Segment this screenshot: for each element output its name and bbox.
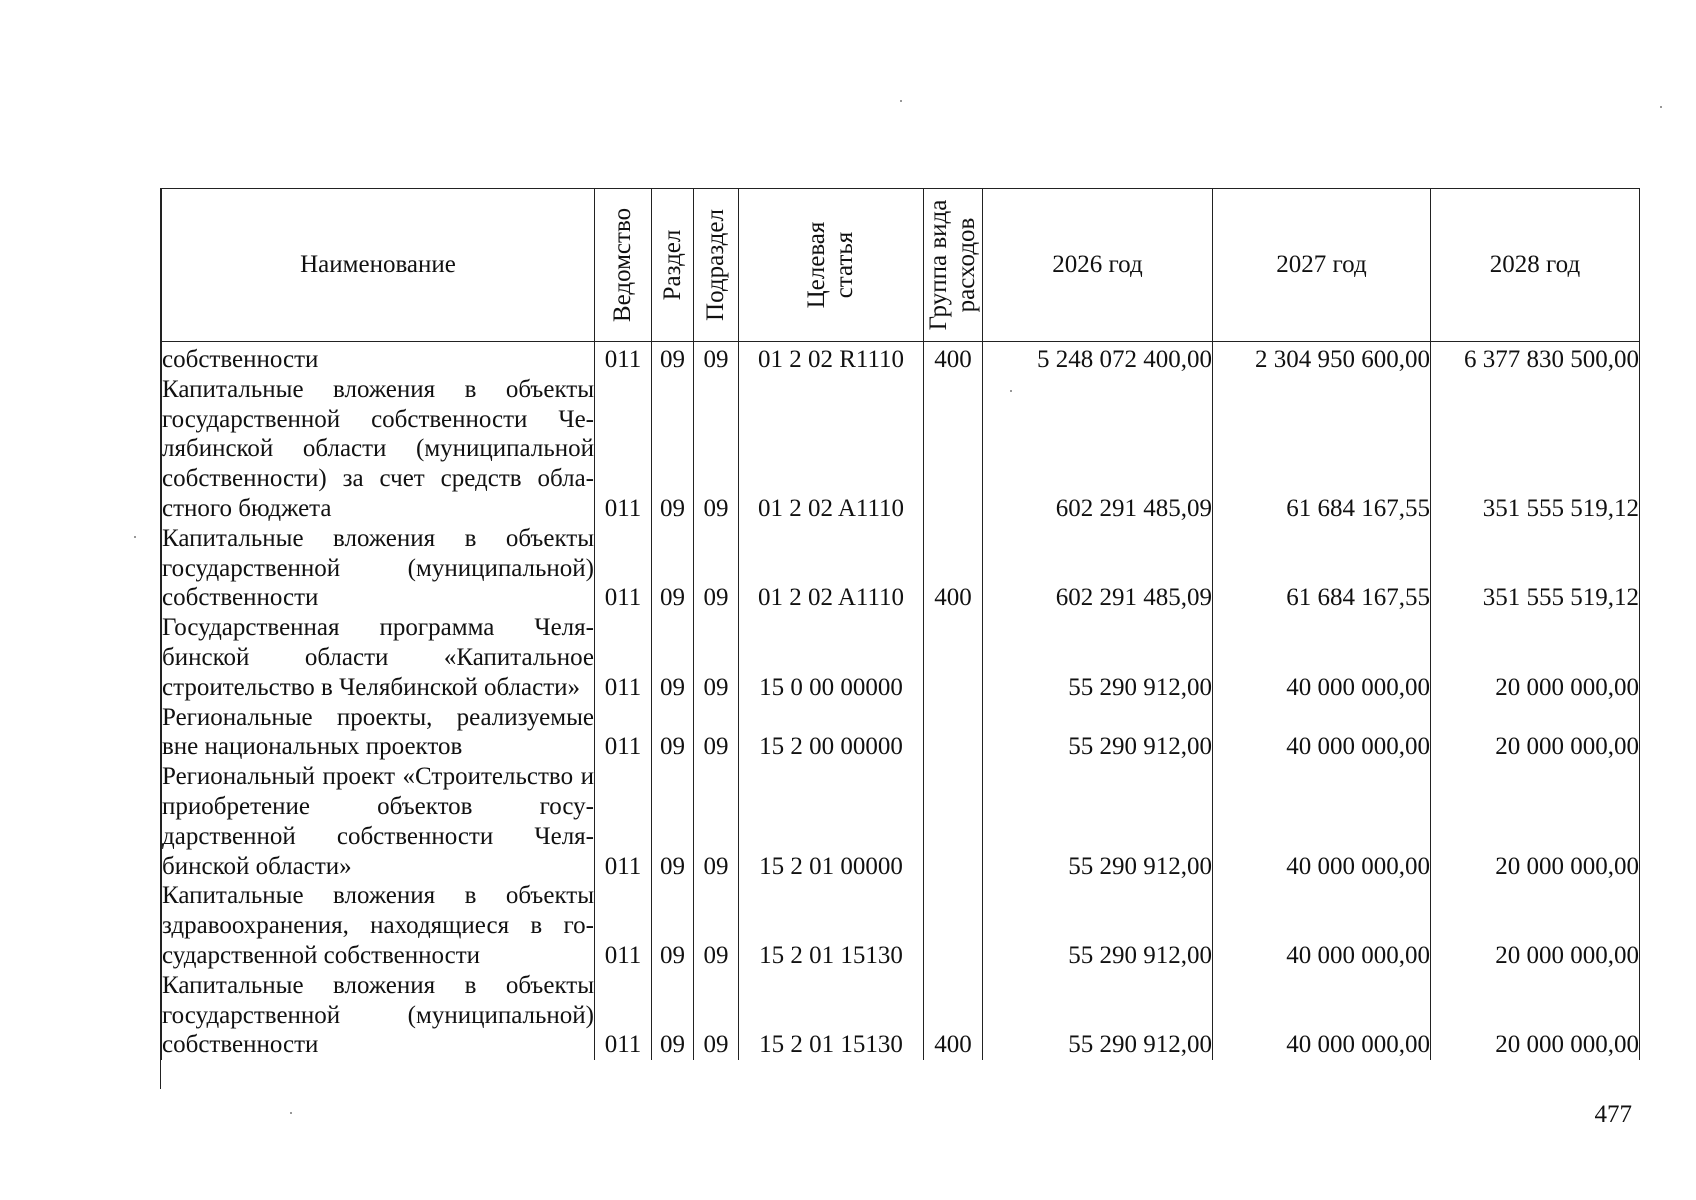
row-2027: 2 304 950 600,00	[1213, 342, 1431, 375]
table-row	[162, 524, 1640, 613]
table-row	[162, 613, 1640, 702]
row-section: 09	[652, 375, 694, 524]
row-group	[924, 703, 983, 763]
table-row	[162, 971, 1640, 1060]
row-dept: 011	[595, 881, 652, 970]
row-2027: 61 684 167,55	[1213, 375, 1431, 524]
row-2028: 351 555 519,12	[1431, 375, 1640, 524]
table-row	[162, 881, 1640, 970]
row-group: 400	[924, 971, 983, 1060]
row-target: 15 0 00 00000	[739, 613, 924, 702]
scan-speck	[290, 1112, 292, 1114]
row-2026: 55 290 912,00	[983, 971, 1213, 1060]
row-target: 15 2 00 00000	[739, 703, 924, 763]
page-number: 477	[1594, 1101, 1632, 1128]
row-2028: 20 000 000,00	[1431, 881, 1640, 970]
table-body	[162, 342, 1640, 1061]
row-group	[924, 762, 983, 881]
row-subsection: 09	[694, 524, 739, 613]
row-name: Региональный проект «Строительство и приобретение объектов государственной собственности Челябинской области»	[162, 763, 594, 880]
row-2027: 40 000 000,00	[1213, 971, 1431, 1060]
row-section: 09	[652, 881, 694, 970]
header-target: Целевая статья	[739, 189, 924, 342]
row-target: 01 2 02 R1110	[739, 342, 924, 375]
row-2028: 20 000 000,00	[1431, 703, 1640, 763]
row-name: собственности	[162, 342, 595, 375]
table-row	[162, 342, 1640, 375]
row-2026: 55 290 912,00	[983, 762, 1213, 881]
row-dept: 011	[595, 342, 652, 375]
row-2026: 55 290 912,00	[983, 703, 1213, 763]
budget-table-container	[160, 188, 1639, 1089]
row-2028: 351 555 519,12	[1431, 524, 1640, 613]
row-subsection: 09	[694, 703, 739, 763]
row-subsection: 09	[694, 762, 739, 881]
header-2027: 2027 год	[1213, 189, 1431, 342]
row-2026: 602 291 485,09	[983, 524, 1213, 613]
row-name: Капитальные вложения в объекты государственной собственности Челябинской области (муниципальной собственности) за счет средств областного бюджета	[162, 375, 594, 522]
row-2027: 40 000 000,00	[1213, 613, 1431, 702]
scan-speck	[1010, 390, 1012, 392]
row-target: 15 2 01 15130	[739, 881, 924, 970]
row-group	[924, 613, 983, 702]
row-section: 09	[652, 703, 694, 763]
scan-speck	[1660, 106, 1662, 108]
row-name: Капитальные вложения в объекты государственной (муниципальной) собственности	[162, 971, 594, 1059]
row-subsection: 09	[694, 613, 739, 702]
row-2027: 40 000 000,00	[1213, 703, 1431, 763]
scan-speck	[900, 100, 902, 102]
row-2027: 40 000 000,00	[1213, 762, 1431, 881]
row-dept: 011	[595, 971, 652, 1060]
header-2028: 2028 год	[1431, 189, 1640, 342]
row-group	[924, 375, 983, 524]
row-2028: 20 000 000,00	[1431, 971, 1640, 1060]
header-subsection: Подраздел	[694, 189, 739, 342]
header-dept: Ведомство	[595, 189, 652, 342]
row-name: Региональные проекты, реализуемые вне национальных проектов	[162, 703, 594, 761]
row-name: Государственная программа Челябинской области «Капитальное строительство в Челябинской области»	[162, 614, 594, 701]
header-2026: 2026 год	[983, 189, 1213, 342]
row-name: Капитальные вложения в объекты государственной (муниципальной) собственности	[162, 524, 594, 612]
row-section: 09	[652, 971, 694, 1060]
row-subsection: 09	[694, 375, 739, 524]
row-2026: 55 290 912,00	[983, 881, 1213, 970]
row-dept: 011	[595, 524, 652, 613]
row-dept: 011	[595, 703, 652, 763]
row-2028: 20 000 000,00	[1431, 762, 1640, 881]
row-2028: 20 000 000,00	[1431, 613, 1640, 702]
row-section: 09	[652, 524, 694, 613]
row-section: 09	[652, 613, 694, 702]
table-row	[162, 375, 1640, 524]
row-subsection: 09	[694, 971, 739, 1060]
row-group	[924, 881, 983, 970]
table-row	[162, 703, 1640, 763]
row-subsection: 09	[694, 881, 739, 970]
row-group: 400	[924, 524, 983, 613]
row-dept: 011	[595, 762, 652, 881]
row-target: 15 2 01 00000	[739, 762, 924, 881]
table-row	[162, 762, 1640, 881]
row-group: 400	[924, 342, 983, 375]
header-section: Раздел	[652, 189, 694, 342]
row-2026: 55 290 912,00	[983, 613, 1213, 702]
header-group: Группа вида расходов	[924, 189, 983, 342]
row-section: 09	[652, 342, 694, 375]
row-name: Капитальные вложения в объекты здравоохранения, находящиеся в государственной собственности	[162, 882, 594, 969]
row-2026: 5 248 072 400,00	[983, 342, 1213, 375]
row-2028: 6 377 830 500,00	[1431, 342, 1640, 375]
row-target: 01 2 02 A1110	[739, 524, 924, 613]
row-section: 09	[652, 762, 694, 881]
row-2026: 602 291 485,09	[983, 375, 1213, 524]
row-2027: 61 684 167,55	[1213, 524, 1431, 613]
header-name: Наименование	[162, 189, 595, 342]
table-header	[162, 189, 1640, 342]
row-dept: 011	[595, 613, 652, 702]
row-dept: 011	[595, 375, 652, 524]
scan-speck	[134, 536, 136, 538]
row-target: 15 2 01 15130	[739, 971, 924, 1060]
row-2027: 40 000 000,00	[1213, 881, 1431, 970]
row-subsection: 09	[694, 342, 739, 375]
budget-table	[161, 188, 1640, 1060]
row-target: 01 2 02 A1110	[739, 375, 924, 524]
